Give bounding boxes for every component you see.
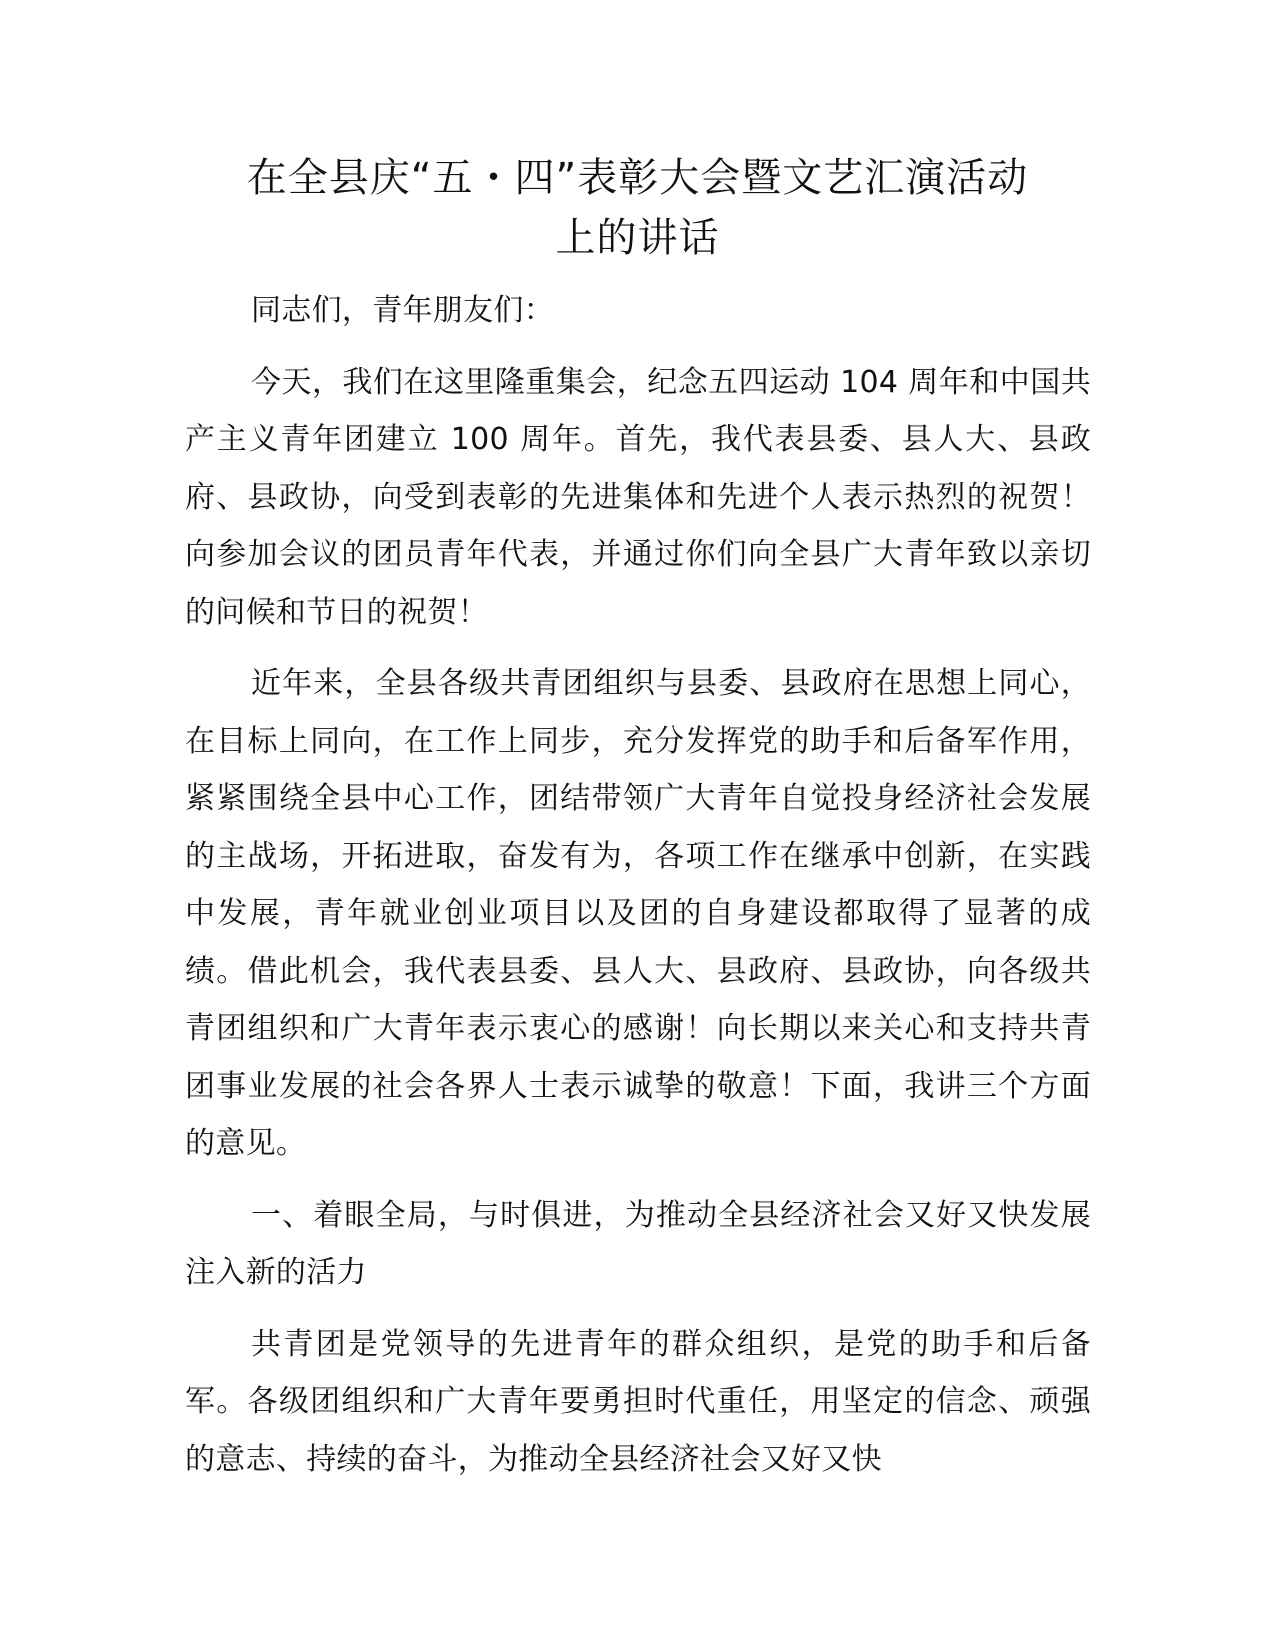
opening-paragraph: 今天，我们在这里隆重集会，纪念五四运动 104 周年和中国共产主义青年团建立 100 周年。首先，我代表县委、县人大、县政府、县政协，向受到表彰的先进集体和先进个人表示热烈的祝贺！向参加会议的团员青年代表，并通过你们向全县广大青年致以亲切的问候和节日的祝贺！ <box>185 364 1091 630</box>
document-title <box>150 148 1125 268</box>
salutation-paragraph: 同志们，青年朋友们： <box>251 293 554 328</box>
achievements-paragraph: 近年来，全县各级共青团组织与县委、县政府在思想上同心，在目标上同向，在工作上同步，充分发挥党的助手和后备军作用，紧紧围绕全县中心工作，团结带领广大青年自觉投身经济社会发展的主战场，开拓进取，奋发有为，各项工作在继承中创新，在实践中发展，青年就业创业项目以及团的自身建设都取得了显著的成绩。借此机会，我代表县委、县人大、县政府、县政协，向各级共青团组织和广大青年表示衷心的感谢！向长期以来关心和支持共青团事业发展的社会各界人士表示诚挚的敬意！下面，我讲三个方面的意见。 <box>185 666 1091 1161</box>
section-1-paragraph: 共青团是党领导的先进青年的群众组织，是党的助手和后备军。各级团组织和广大青年要勇担时代重任，用坚定的信念、顽强的意志、持续的奋斗，为推动全县经济社会又好又快 <box>185 1326 1091 1477</box>
title-line-1: 在全县庆“五・四”表彰大会暨文艺汇演活动 <box>246 155 1029 201</box>
title-line-2: 上的讲话 <box>555 215 720 261</box>
section-heading-1: 一、着眼全局，与时俱进，为推动全县经济社会又好又快发展注入新的活力 <box>185 1197 1091 1290</box>
document-body <box>185 282 1091 1488</box>
